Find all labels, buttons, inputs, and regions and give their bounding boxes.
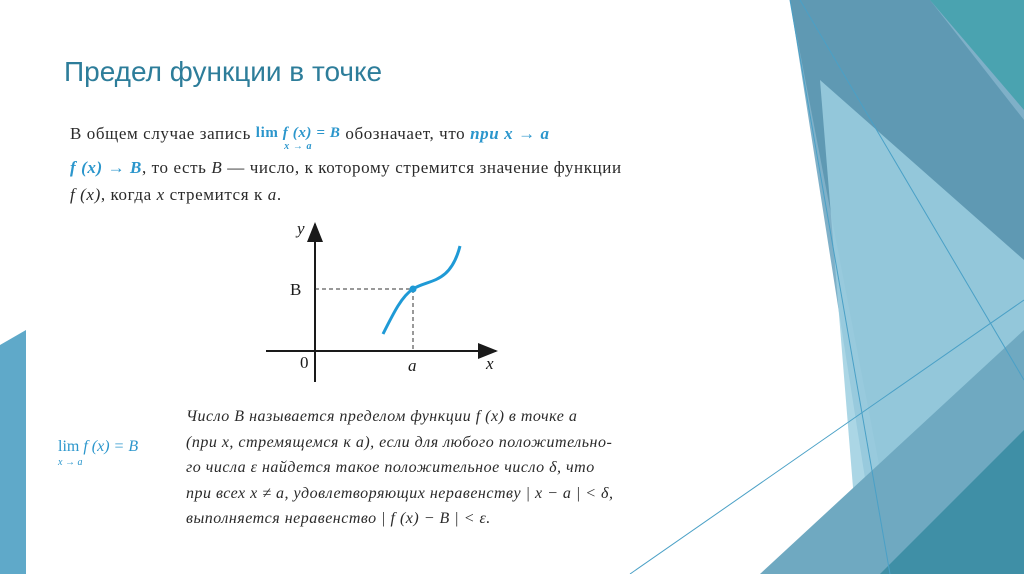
intro-text-2: обозначает, что [345, 124, 466, 143]
inline-lim-expr: f (x) = B [282, 125, 341, 141]
definition-line-2: (при x, стремящемся к a), если для любого положительно- [186, 433, 613, 451]
b-value-label: B [290, 280, 302, 299]
a-value-label: a [408, 356, 417, 375]
definition-line-3: го числа ε найдется такое положительное число δ, что [186, 459, 595, 476]
intro-condition-2: f (x) → B [70, 158, 142, 177]
intro-text-3: , то есть [141, 158, 207, 177]
definition-line-1: Число B называется пределом функции f (x) в точке a [186, 408, 578, 425]
intro-a: a [267, 185, 277, 204]
slide-title: Предел функции в точке [64, 56, 383, 87]
intro-fx: f (x) [70, 185, 101, 204]
limit-lim-word: lim [58, 438, 80, 455]
limit-definition [186, 404, 706, 532]
definition-line-5: выполняется неравенство | f (x) − B | < ε. [186, 510, 491, 527]
intro-period: . [276, 185, 282, 204]
function-curve [383, 246, 460, 334]
origin-label: 0 [300, 353, 309, 372]
limit-sub: x → a [58, 457, 83, 468]
intro-x: x [156, 185, 165, 204]
inline-lim-sub: x → a [284, 141, 313, 152]
definition-line-4: при всех x ≠ a, удовлетворяющих неравенству | x − a | < δ, [186, 484, 614, 502]
limit-expr: f (x) = B [83, 438, 139, 455]
intro-B: B [211, 158, 223, 177]
inline-lim-word: lim [255, 125, 279, 141]
y-axis-label: y [297, 219, 305, 238]
intro-condition-1: при x → a [470, 124, 550, 143]
intro-text-4: — число, к которому стремится значение функции [227, 158, 622, 177]
intro-text-6: стремится к [169, 185, 263, 204]
intro-text-1: В общем случае запись [70, 124, 251, 143]
limit-point [410, 286, 417, 293]
intro-text-5: , когда [100, 185, 152, 204]
limit-formula [58, 440, 138, 470]
x-axis-label: x [486, 354, 494, 373]
